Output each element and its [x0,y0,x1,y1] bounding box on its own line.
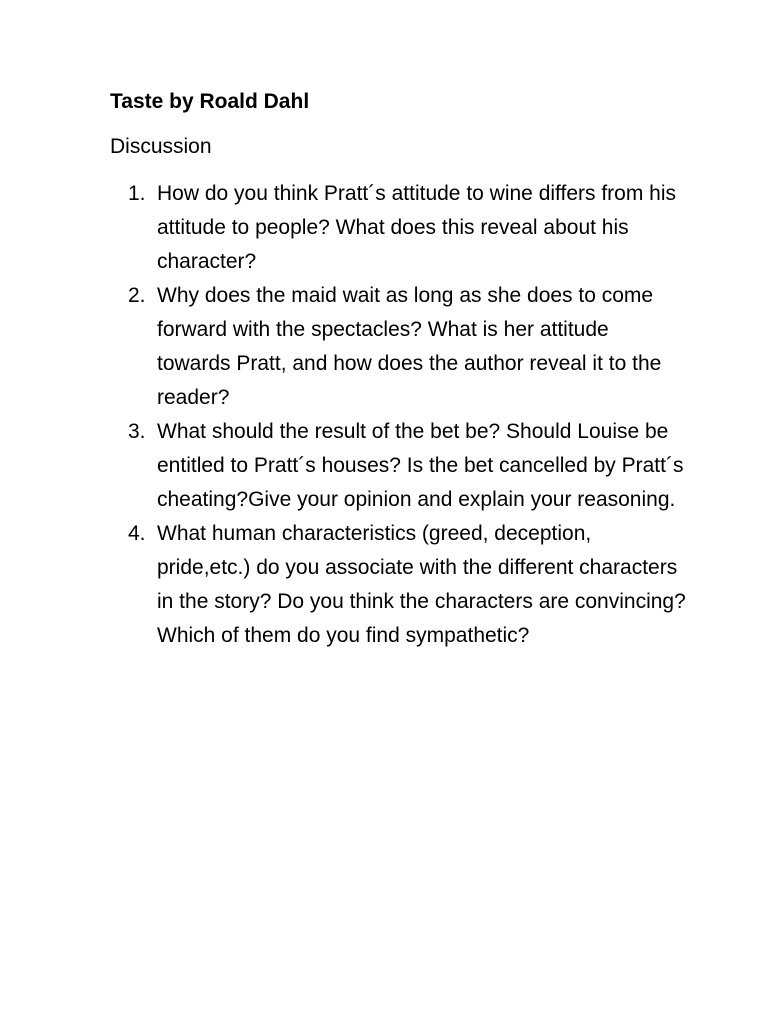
list-item-text: What human characteristics (greed, deception, pride,etc.) do you associate with the different characters in the story? Do you think the characters are convincing? Which of them do you find sympathetic? [157,522,686,647]
section-heading: Discussion [110,135,212,158]
list-item-number: 4. [128,522,146,545]
list-item [0,177,768,279]
list-item-number: 2. [128,284,146,307]
list-item [0,279,768,415]
document-title: Taste by Roald Dahl [110,90,310,113]
list-item-number: 1. [128,182,146,205]
list-item [0,517,768,653]
list-item-text: Why does the maid wait as long as she does to come forward with the spectacles? What is her attitude towards Pratt, and how does the author reveal it to the reader? [157,284,662,409]
list-item-text: What should the result of the bet be? Should Louise be entitled to Pratt´s houses? Is the bet cancelled by Pratt´s cheating?Give your opinion and explain your reasoning. [157,420,684,511]
list-item-text: How do you think Pratt´s attitude to wine differs from his attitude to people? What does this reveal about his character? [157,182,677,273]
list-item [0,415,768,517]
list-item-number: 3. [128,420,146,443]
question-list [0,177,768,653]
